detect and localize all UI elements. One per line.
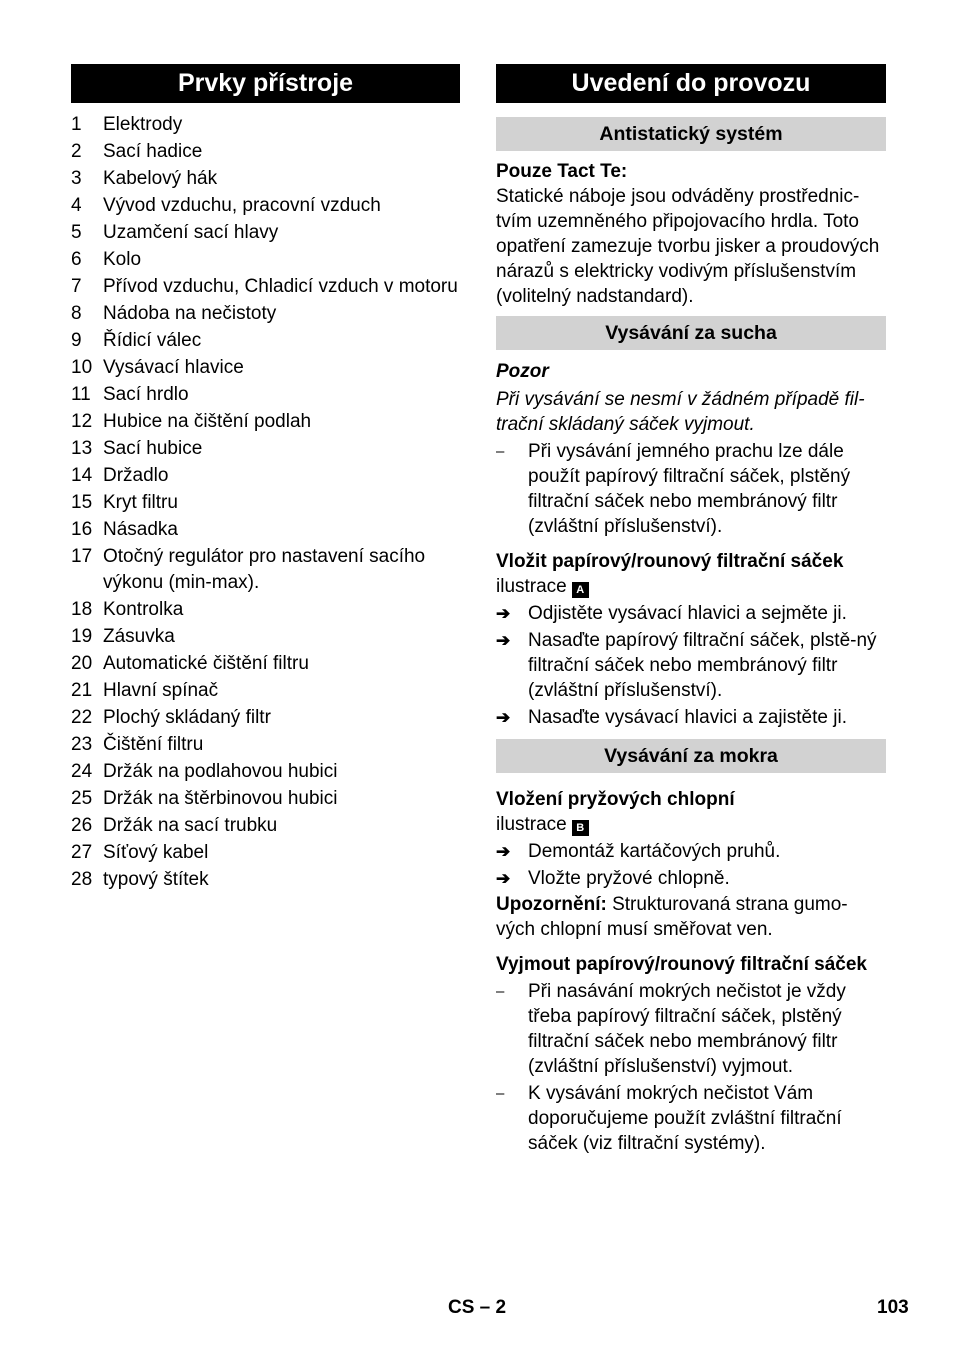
item-label: Vývod vzduchu, pracovní vzduch [103,195,381,216]
item-label: Otočný regulátor pro nastavení sacího výkonu (min-max). [103,546,426,593]
item-number: 23 [71,733,93,755]
item-number: 1 [71,114,82,135]
wet-bullets-list [496,979,886,1156]
wet-bullet-text: K vysávání mokrých nečistot Vám doporučujeme použít zvláštní filtrační sáček (viz filtrační systémy). [528,1083,842,1154]
item-number: 20 [71,652,93,674]
list-item [71,382,460,408]
left-column [71,64,460,894]
item-label: Hubice na čištění podlah [103,411,312,432]
illustration-b-icon: B [572,820,589,836]
insert-bag-title: Vložit papírový/rounový filtrační sáček [496,551,844,572]
list-item [71,463,460,489]
item-label: Kolo [103,249,142,270]
subheading-dry: Vysávání za sucha [496,316,886,350]
item-number: 6 [71,249,82,270]
item-number: 25 [71,787,93,809]
caution-label: Pozor [496,361,549,382]
subheading-antistatic: Antistatický systém [496,117,886,151]
item-label: Sací hrdlo [103,384,189,405]
item-number: 3 [71,168,82,189]
list-item [71,678,460,704]
item-label: Držák na štěrbinovou hubici [103,787,338,809]
item-number: 11 [71,384,91,405]
dash-icon: – [496,443,505,460]
item-label: Kabelový hák [103,168,218,189]
list-item [71,139,460,165]
item-label: typový štítek [103,868,209,890]
item-label: Sací hadice [103,141,203,162]
item-number: 9 [71,330,82,351]
item-label: Držák na sací trubku [103,814,278,836]
item-number: 24 [71,760,93,782]
item-number: 12 [71,411,93,432]
item-label: Přívod vzduchu, Chladicí vzduch v motoru [103,276,458,297]
wet-bullet-text: Při nasávání mokrých nečistot je vždy třeba papírový filtrační sáček, plstěný filtrační sáček nebo membránový filtr (zvláštní příslušenství) vyjmout. [528,981,846,1077]
list-item [71,759,460,785]
wet-step-text: Vložte pryžové chlopně. [528,868,730,889]
arrow-right-icon: ➔ [496,842,511,861]
list-item [71,624,460,650]
list-item [71,651,460,677]
wet-step-text: Demontáž kartáčových pruhů. [528,841,781,862]
item-label: Násadka [103,519,178,540]
list-item [71,867,460,893]
list-item [71,409,460,435]
list-item [71,274,460,300]
item-number: 21 [71,679,93,701]
dry-step-text: Odjistěte vysávací hlavici a sejměte ji. [528,603,847,624]
list-item [71,517,460,543]
item-number: 15 [71,492,93,513]
illustration-ref-a: ilustrace A [496,574,886,599]
caution-text: Při vysávání se nesmí v žádném případě fil-trační skládaný sáček vyjmout. [496,389,865,435]
item-label: Držák na podlahovou hubici [103,760,338,782]
list-item [71,328,460,354]
subheading-wet: Vysávání za mokra [496,739,886,773]
arrow-right-icon: ➔ [496,708,511,727]
list-item [71,705,460,731]
arrow-right-icon: ➔ [496,631,511,650]
section-heading-startup: Uvedení do provozu [496,64,886,103]
item-label: Kontrolka [103,598,184,620]
list-item [71,813,460,839]
item-label: Sací hubice [103,438,203,459]
item-number: 28 [71,868,93,890]
section-heading-components: Prvky přístroje [71,64,460,103]
item-number: 4 [71,195,82,216]
item-number: 2 [71,141,82,162]
remove-bag-title: Vyjmout papírový/rounový filtrační sáček [496,954,867,975]
item-label: Zásuvka [103,625,175,647]
item-number: 26 [71,814,93,836]
note-paragraph: Upozornění: Strukturovaná strana gumo-vých chlopní musí směřovat ven. [496,894,848,940]
dry-steps-list [496,601,886,730]
list-item [71,193,460,219]
right-column [496,64,886,1156]
wet-step [496,866,886,891]
item-label: Elektrody [103,114,183,135]
wet-steps-list [496,839,886,891]
item-label: Čištění filtru [103,733,204,755]
item-number: 18 [71,598,93,620]
dry-step-text: Nasaďte vysávací hlavici a zajistěte ji. [528,707,847,728]
list-item [71,166,460,192]
footer-page-number: 103 [877,1297,909,1318]
item-label: Kryt filtru [103,492,178,513]
item-number: 13 [71,438,93,459]
item-number: 14 [71,465,93,486]
item-number: 17 [71,546,93,567]
item-number: 8 [71,303,82,324]
item-number: 5 [71,222,82,243]
item-label: Síťový kabel [103,841,209,863]
wet-bullet [496,1081,886,1156]
dry-step-text: Nasaďte papírový filtrační sáček, plstě-ný filtrační sáček nebo membránový filtr (zvláštní příslušenství). [528,630,877,701]
item-label: Řídicí válec [103,330,202,351]
dry-step [496,628,886,703]
list-item [71,355,460,381]
item-label: Automatické čištění filtru [103,652,309,674]
dry-step [496,601,886,626]
antistatic-body: Statické náboje jsou odváděny prostřednic-tvím uzemněného připojovacího hrdla. Toto opatření zamezuje tvorbu jisker a proudových nárazů s elektricky vodivým příslušenstvím (volitelný nadstandard). [496,186,880,307]
dry-step [496,705,886,730]
item-label: Vysávací hlavice [103,357,244,378]
components-list [71,112,460,892]
dry-bullet [496,439,886,539]
antistatic-subhead: Pouze Tact Te: [496,161,628,182]
list-item [71,840,460,866]
item-label: Hlavní spínač [103,679,219,701]
list-item [71,544,460,595]
item-number: 16 [71,519,93,540]
dash-icon: – [496,1085,505,1102]
list-item [71,786,460,812]
list-item [71,732,460,758]
item-number: 27 [71,841,93,863]
list-item [71,247,460,273]
illustration-ref-b: ilustrace B [496,812,886,837]
item-number: 19 [71,625,93,647]
list-item [71,220,460,246]
item-label: Uzamčení sací hlavy [103,222,279,243]
dash-icon: – [496,983,505,1000]
item-number: 22 [71,706,93,728]
list-item [71,436,460,462]
list-item [71,490,460,516]
wet-step [496,839,886,864]
item-number: 10 [71,357,93,378]
rubber-flaps-title: Vložení pryžových chlopní [496,789,735,810]
list-item [71,597,460,623]
arrow-right-icon: ➔ [496,869,511,888]
list-item [71,301,460,327]
item-label: Držadlo [103,465,169,486]
item-number: 7 [71,276,82,297]
item-label: Nádoba na nečistoty [103,303,277,324]
item-label: Plochý skládaný filtr [103,706,271,728]
illustration-a-icon: A [572,582,589,598]
list-item [71,112,460,138]
footer-section: CS – 2 [448,1297,507,1318]
dry-bullet-text: Při vysávání jemného prachu lze dále použít papírový filtrační sáček, plstěný filtrační sáček nebo membránový filtr (zvláštní příslušenství). [528,441,851,537]
arrow-right-icon: ➔ [496,604,511,623]
wet-bullet [496,979,886,1079]
